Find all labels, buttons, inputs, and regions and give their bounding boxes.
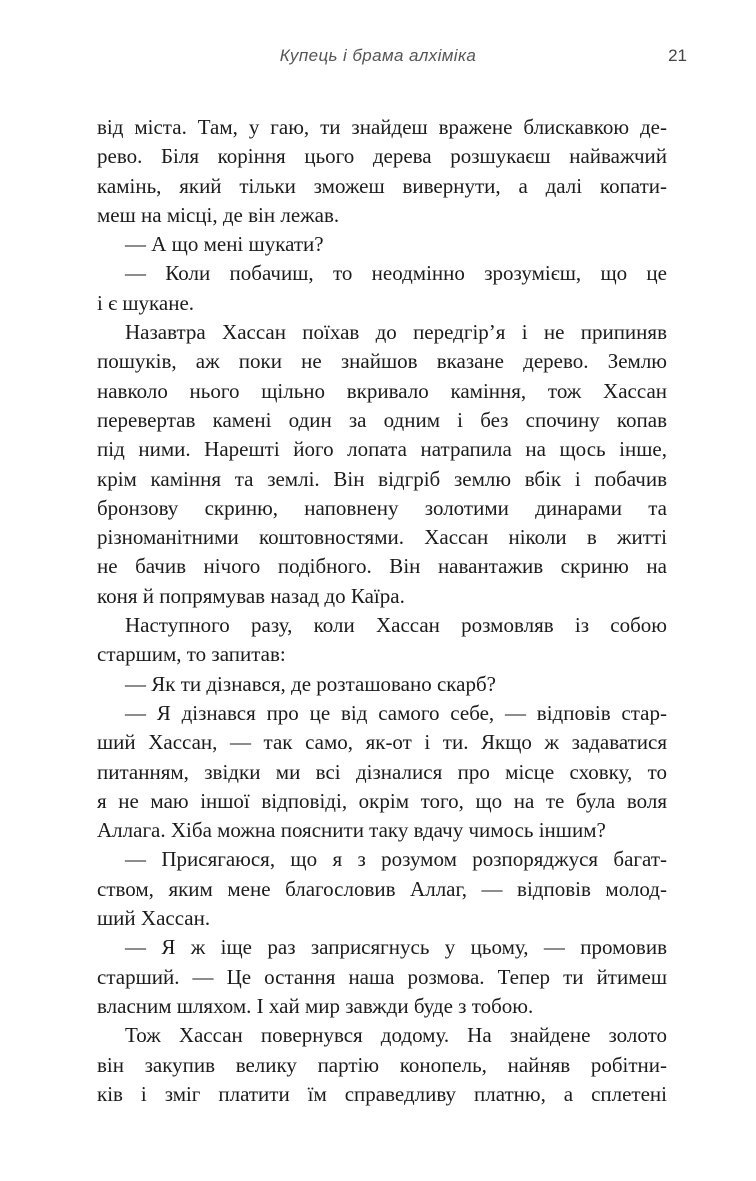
text-line: — А що мені шукати?	[125, 232, 324, 257]
body-text	[97, 113, 667, 1109]
text-line: старшим, то запитав:	[97, 642, 286, 667]
text-line: від міста. Там, у гаю, ти знайдеш вражене блискавкою де-	[97, 115, 667, 139]
text-line: крім каміння та землі. Він відгріб землю вбік і побачив	[97, 466, 667, 491]
text-line: — Як ти дізнався, де розташовано скарб?	[125, 671, 496, 696]
text-line: меш на місці, де він лежав.	[97, 202, 340, 227]
text-line: рево. Біля коріння цього дерева розшукаєш найважчий	[97, 144, 667, 169]
text-line: Назавтра Хассан поїхав до передгір’я і не припиняв	[125, 320, 667, 345]
text-line: я не маю іншої відповіді, окрім того, що на те була воля	[97, 788, 667, 813]
text-line: Наступного разу, коли Хассан розмовляв із собою	[125, 613, 667, 638]
text-line: різноманітними коштовностями. Хассан ніколи в житті	[97, 525, 667, 550]
running-title: Купець і брама алхіміка	[279, 46, 477, 65]
running-head	[0, 46, 756, 70]
text-line: під ними. Нарешті його лопата натрапила на щось інше,	[97, 437, 667, 462]
text-line: коня й попрямував назад до Каїра.	[97, 583, 405, 608]
text-line: — Я дізнався про це від самого себе, — відповів стар-	[125, 700, 667, 725]
text-line: перевертав камені один за одним і без спочину копав	[97, 407, 667, 432]
text-line: пошуків, аж поки не знайшов вказане дерево. Землю	[97, 349, 667, 374]
text-line: старший. — Це остання наша розмова. Тепер ти йтимеш	[97, 964, 667, 989]
page-number: 21	[668, 46, 687, 65]
text-line: він закупив велику партію конопель, найняв робітни-	[97, 1052, 667, 1077]
text-line: — Присягаюся, що я з розумом розпоряджуся багат-	[125, 847, 667, 872]
text-line: Аллага. Хіба можна пояснити таку вдачу чимось іншим?	[97, 818, 606, 843]
text-line: — Коли побачиш, то неодмінно зрозумієш, що це	[125, 261, 667, 286]
text-line: власним шляхом. І хай мир завжди буде з тобою.	[97, 993, 534, 1018]
text-line: бронзову скриню, наповнену золотими динарами та	[97, 495, 667, 520]
text-line: ший Хассан, — так само, як-от і ти. Якщо ж задаватися	[97, 730, 667, 755]
text-line: ший Хассан.	[97, 906, 211, 931]
text-line: Тож Хассан повернувся додому. На знайдене золото	[125, 1023, 667, 1048]
text-line: — Я ж іще раз заприсягнусь у цьому, — промовив	[125, 935, 667, 960]
text-line: навколо нього щільно вкривало каміння, тож Хассан	[97, 378, 667, 403]
text-line: не бачив нічого подібного. Він навантажив скриню на	[97, 554, 667, 579]
text-line: і є шукане.	[97, 290, 195, 315]
text-line: ством, яким мене благословив Аллаг, — відповів молод-	[97, 876, 667, 901]
text-line: камінь, який тільки зможеш вивернути, а далі копати-	[97, 173, 667, 198]
text-line: ків і зміг платити їм справедливу платню, а сплетені	[97, 1081, 667, 1106]
text-line: питанням, звідки ми всі дізналися про місце сховку, то	[97, 759, 667, 784]
